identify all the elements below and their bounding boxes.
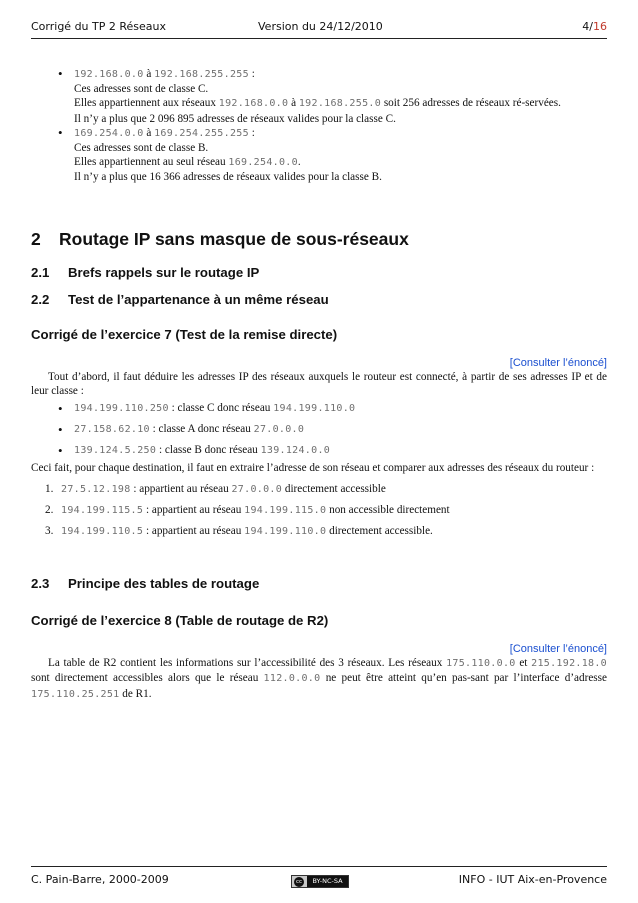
- header-rule: [31, 38, 607, 39]
- header-page-current: 4/: [582, 20, 593, 33]
- text: Ces adresses sont de classe C.: [74, 83, 209, 96]
- page-footer: [31, 873, 607, 889]
- text: : appartient au réseau: [143, 504, 245, 517]
- list-number: 3.: [45, 525, 54, 538]
- exercise-heading: Corrigé de l’exercice 8 (Table de routage de R2): [31, 613, 329, 629]
- ip-address: 169.254.0.0: [74, 127, 144, 139]
- footer-author: C. Pain-Barre, 2000-2009: [31, 873, 169, 886]
- text: de R1.: [119, 687, 152, 700]
- text: à: [288, 97, 299, 110]
- text: :: [248, 68, 255, 80]
- ip-address: 192.168.0.0: [74, 69, 144, 80]
- text: : classe A donc réseau: [149, 423, 254, 436]
- ip-address: 169.254.0.0: [228, 157, 298, 169]
- ip-address: 139.124.5.250: [74, 445, 157, 457]
- ip-address: 194.199.115.5: [61, 505, 144, 517]
- network-address: 175.110.0.0: [446, 658, 516, 670]
- text: et: [515, 657, 532, 670]
- footer-rule: [31, 866, 607, 867]
- exercise-heading: Corrigé de l’exercice 7 (Test de la remise directe): [31, 326, 338, 342]
- text: : appartient au réseau: [143, 525, 245, 538]
- network-address: 27.0.0.0: [231, 484, 283, 496]
- list-item: [31, 479, 607, 500]
- text: non accessible directement: [326, 504, 450, 517]
- header-document-title: Corrigé du TP 2 Réseaux: [31, 20, 166, 33]
- subsection-heading: [31, 264, 607, 282]
- network-address: 139.124.0.0: [260, 445, 331, 457]
- section-heading: [31, 228, 607, 250]
- network-address: 112.0.0.0: [263, 673, 321, 685]
- footer-institution: INFO - IUT Aix-en-Provence: [458, 873, 607, 886]
- subsection-number: 2.2: [31, 291, 50, 307]
- subsection-heading: [31, 291, 607, 309]
- network-address: 215.192.18.0: [531, 658, 607, 670]
- ip-address: 194.199.110.250: [74, 403, 169, 415]
- network-address: 27.0.0.0: [253, 424, 305, 436]
- consult-statement-link[interactable]: [Consulter l’énoncé]: [509, 643, 607, 656]
- list-item: [31, 419, 607, 440]
- ip-address: 27.5.12.198: [61, 484, 131, 496]
- network-address: 194.199.115.0: [244, 505, 327, 517]
- text: : appartient au réseau: [130, 483, 232, 496]
- ip-address: 192.168.255.0: [298, 98, 382, 110]
- list-item: [31, 126, 607, 185]
- network-address: 194.199.110.0: [244, 526, 327, 538]
- list-item: [31, 67, 607, 126]
- text: Il n’y a plus que 2 096 895 adresses de réseaux valides pour la classe C.: [74, 112, 396, 125]
- text: directement accessible.: [326, 525, 433, 538]
- text-line: [74, 155, 607, 170]
- list-number: 2.: [45, 504, 54, 517]
- page-header: [31, 20, 607, 36]
- ip-address: 194.199.110.5: [61, 526, 144, 538]
- ip-address: 27.158.62.10: [74, 424, 150, 436]
- text: La table de R2 contient les informations sur l’accessibilité des 3 réseaux. Les réseaux: [48, 657, 447, 670]
- subsection-title: Test de l’appartenance à un même réseau: [68, 291, 329, 307]
- paragraph: Tout d’abord, il faut déduire les adresses IP des réseaux auxquels le routeur est connecté, à partir de ses adresses IP et de leur classe :: [31, 370, 607, 397]
- subsection-title: Principe des tables de routage: [68, 576, 260, 592]
- subsection-title: Brefs rappels sur le routage IP: [68, 264, 260, 280]
- list-item: [31, 440, 607, 461]
- subsection-heading: [31, 575, 607, 593]
- destinations-list: [31, 479, 607, 542]
- creative-commons-badge[interactable]: [291, 875, 349, 888]
- list-item: [31, 398, 607, 419]
- text: .: [297, 156, 301, 169]
- ip-address: 175.110.25.251: [31, 688, 120, 700]
- section-title: Routage IP sans masque de sous-réseaux: [59, 228, 409, 249]
- consult-statement-link[interactable]: [Consulter l’énoncé]: [509, 356, 607, 369]
- header-page-total: 16: [593, 20, 607, 33]
- ip-address: 192.168.255.255: [154, 69, 249, 80]
- paragraph: [31, 656, 607, 702]
- text: à: [143, 126, 155, 139]
- list-item: [31, 521, 607, 542]
- header-version: Version du 24/12/2010: [258, 20, 383, 33]
- text: ne peut être atteint qu’en pas-sant par l’interface d’adresse: [320, 672, 607, 685]
- text-line: [74, 96, 607, 111]
- paragraph: Ceci fait, pour chaque destination, il faut en extraire l’adresse de son réseau et comparer aux adresses des réseaux du routeur :: [31, 462, 595, 475]
- subsection-number: 2.3: [31, 576, 50, 592]
- network-address: 194.199.110.0: [273, 403, 356, 415]
- text: Elles appartiennent aux réseaux: [74, 97, 219, 110]
- text: à: [143, 68, 155, 80]
- section-number: 2: [31, 228, 41, 249]
- text: :: [248, 126, 255, 139]
- text: sont directement accessibles alors que le réseau: [31, 672, 264, 685]
- license-terms: BY-NC-SA: [307, 876, 348, 887]
- text: Ces adresses sont de classe B.: [74, 142, 209, 155]
- text: : classe C donc réseau: [168, 402, 274, 415]
- header-page-number: [582, 20, 607, 33]
- cc-icon: cc: [295, 878, 303, 885]
- page-content: [31, 67, 607, 702]
- text: Il n’y a plus que 16 366 adresses de réseaux valides pour la classe B.: [74, 171, 382, 184]
- text: soit 256 adresses de réseaux ré-servées.: [381, 97, 561, 110]
- list-number: 1.: [45, 483, 54, 496]
- ip-address: 169.254.255.255: [154, 127, 249, 139]
- ip-address: 192.168.0.0: [218, 98, 289, 110]
- text: : classe B donc réseau: [156, 444, 261, 457]
- subsection-number: 2.1: [31, 264, 50, 280]
- reserved-ranges-list: [31, 67, 607, 185]
- text: directement accessible: [282, 483, 386, 496]
- list-item: [31, 500, 607, 521]
- text: Elles appartiennent au seul réseau: [74, 156, 229, 169]
- router-interfaces-list: [31, 398, 607, 461]
